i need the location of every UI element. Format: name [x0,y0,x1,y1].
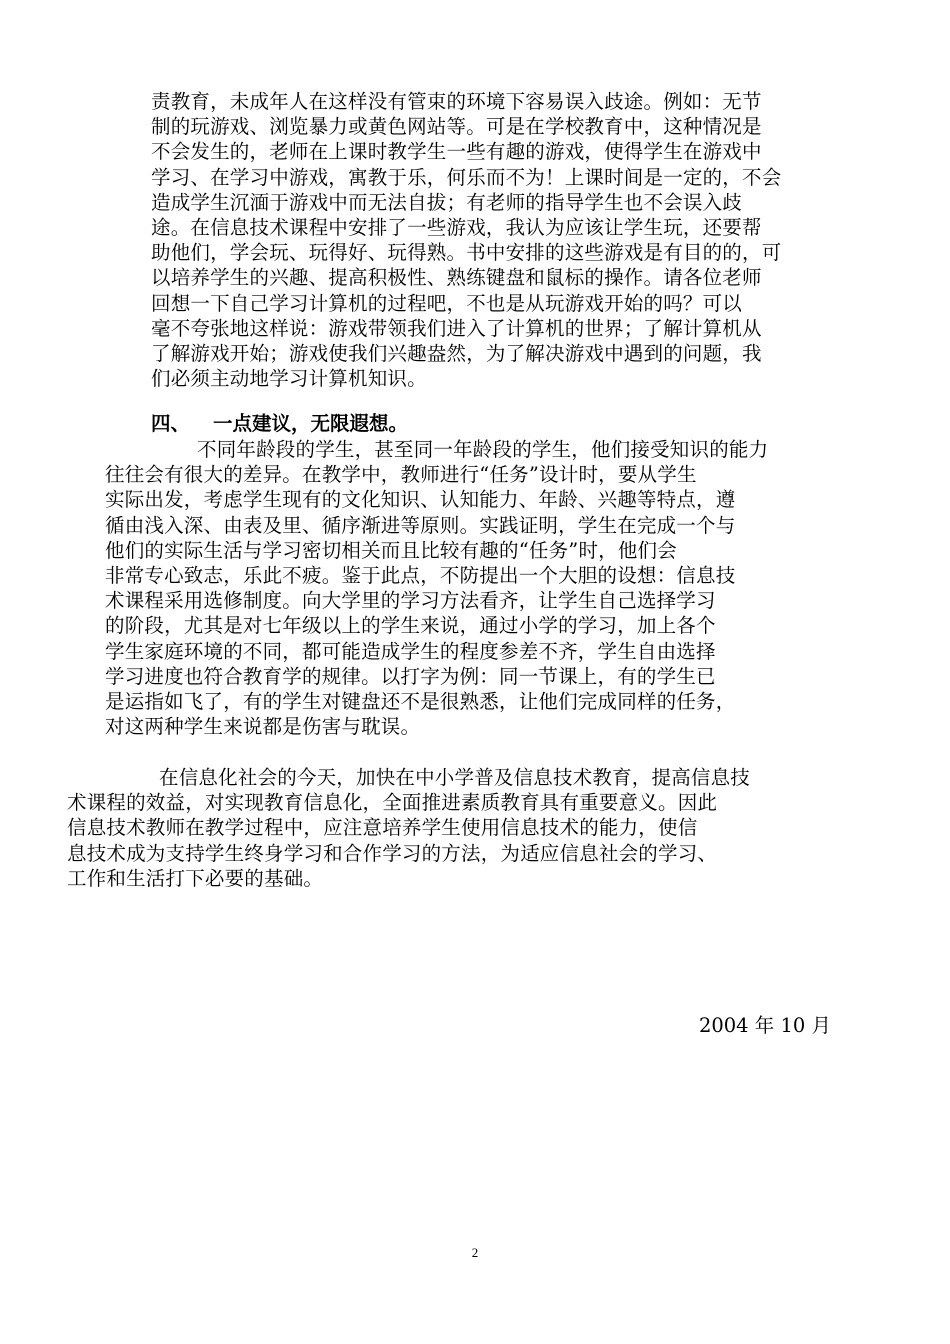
text-line: 循由浅入深、由表及里、循序渐进等原则。实践证明，学生在完成一个与 [105,513,736,537]
text-line: 回想一下自己学习计算机的过程吧，不也是从玩游戏开始的吗？可以 [151,291,743,315]
text-line: 制的玩游戏、浏览暴力或黄色网站等。可是在学校教育中，这种情况是 [151,115,762,139]
text-line: 信息技术教师在教学过程中，应注意培养学生使用信息技术的能力，使信 [67,816,698,840]
text-line: 助他们，学会玩、玩得好、玩得熟。书中安排的这些游戏是有目的的，可 [151,241,782,265]
text-line: 不同年龄段的学生，甚至同一年龄段的学生，他们接受知识的能力 [197,438,769,461]
text-line: 造成学生沉湎于游戏中而无法自拔；有老师的指导学生也不会误入歧 [151,190,743,214]
text-line: 工作和生活打下必要的基础。 [67,866,324,890]
text-line: 实际出发，考虑学生现有的文化知识、认知能力、年龄、兴趣等特点，遵 [105,488,736,512]
text-line: 责教育，未成年人在这样没有管束的环境下容易误入歧途。例如：无节 [151,90,762,113]
text-line: 在信息化社会的今天，加快在中小学普及信息技术教育，提高信息技 [159,766,751,789]
section-number: 四、 [151,412,191,435]
text-line: 术课程采用选修制度。向大学里的学习方法看齐，让学生自己选择学习 [105,589,716,613]
paragraph-games-in-teaching [151,89,841,391]
text-line: 的阶段，尤其是对七年级以上的学生来说，通过小学的学习，加上各个 [105,614,716,638]
page-number: 2 [471,1245,479,1260]
document-date: 2004 年 10 月 [698,1014,831,1037]
text-line: 不会发生的，老师在上课时教学生一些有趣的游戏，使得学生在游戏中 [151,140,762,164]
text-line: 他们的实际生活与学习密切相关而且比较有趣的“任务”时，他们会 [105,538,677,562]
text-line: 是运指如飞了，有的学生对键盘还不是很熟悉，让他们完成同样的任务， [105,690,736,714]
text-line: 非常专心致志，乐此不疲。鉴于此点，不防提出一个大胆的设想：信息技 [105,564,736,588]
section-heading [151,411,408,436]
text-line: 术课程的效益，对实现教育信息化，全面推进素质教育具有重要意义。因此 [67,791,718,815]
text-line: 息技术成为支持学生终身学习和合作学习的方法，为适应信息社会的学习、 [67,841,718,865]
text-line: 学习、在学习中游戏，寓教于乐，何乐而不为！上课时间是一定的，不会 [151,165,782,189]
text-line: 学生家庭环境的不同，都可能造成学生的程度参差不齐，学生自由选择 [105,639,716,663]
text-line: 毫不夸张地这样说：游戏带领我们进入了计算机的世界；了解计算机从 [151,316,762,340]
text-line: 以培养学生的兴趣、提高积极性、熟练键盘和鼠标的操作。请各位老师 [151,266,762,290]
paragraph-conclusion [67,765,843,891]
text-line: 途。在信息技术课程中安排了一些游戏，我认为应该让学生玩，还要帮 [151,216,762,240]
text-line: 学习进度也符合教育学的规律。以打字为例：同一节课上，有的学生已 [105,664,716,688]
section-title: 一点建议，无限遐想。 [213,412,409,435]
text-line: 们必须主动地学习计算机知识。 [151,367,427,391]
paragraph-suggestion [105,437,841,739]
text-line: 了解游戏开始；游戏使我们兴趣盎然，为了解决游戏中遇到的问题，我 [151,342,762,366]
text-line: 对这两种学生来说都是伤害与耽误。 [105,715,421,739]
text-line: 往往会有很大的差异。在教学中，教师进行“任务”设计时，要从学生 [105,463,697,487]
